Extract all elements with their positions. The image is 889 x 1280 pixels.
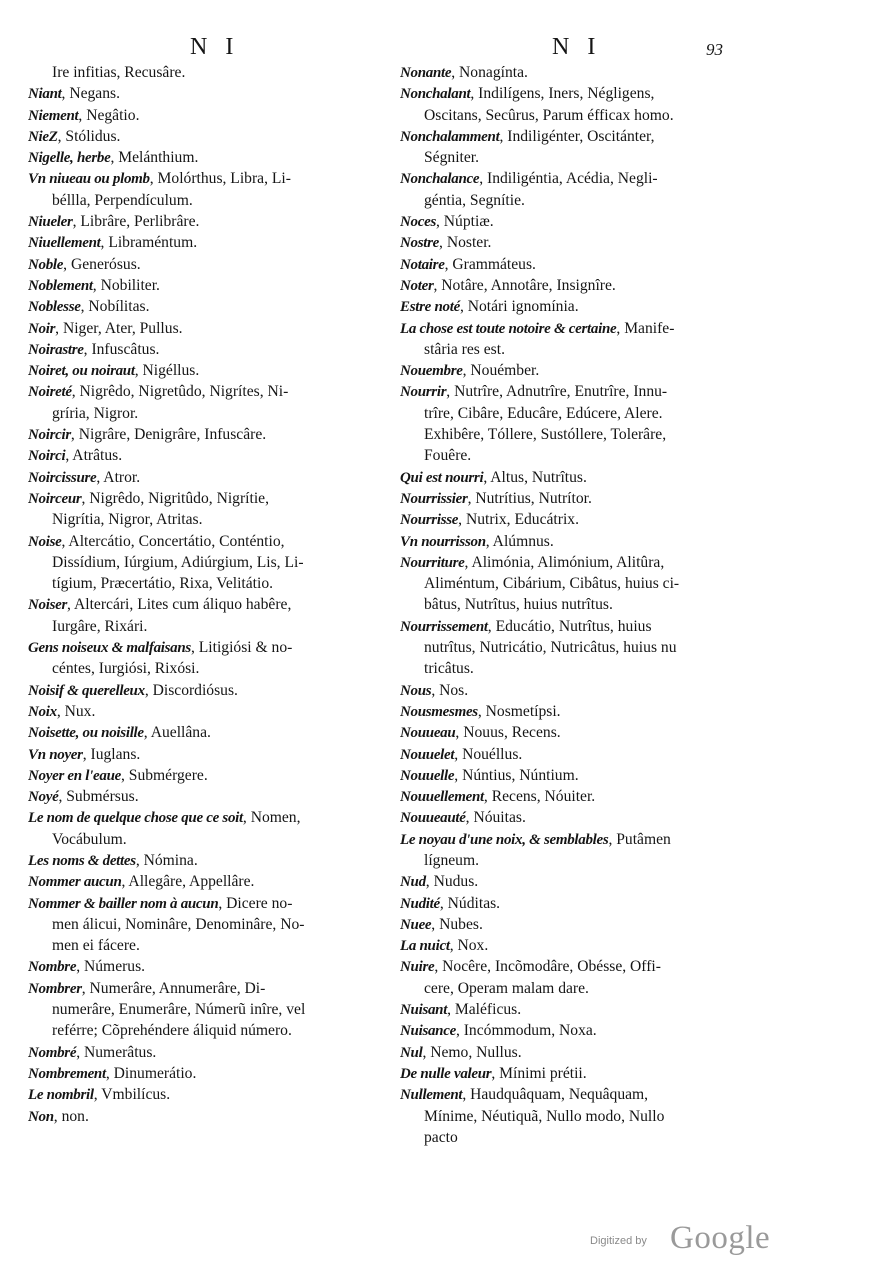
entry-headword: Nouuellement [400, 789, 484, 806]
dictionary-entry [28, 680, 386, 701]
entry-translation: , Grammáteus. [444, 255, 536, 273]
dictionary-entry [28, 871, 386, 892]
entry-headword: Nonante [400, 65, 452, 81]
entry-translation: , Nutrix, Educátrix. [458, 511, 579, 529]
dictionary-entry [28, 105, 386, 126]
entry-translation: , Molórthus, Libra, Li- [149, 170, 291, 188]
dictionary-entry [400, 807, 764, 828]
entry-translation: céntes, Iurgiósi, Rixósi. [52, 660, 200, 678]
entry-headword: Nuire [400, 959, 435, 976]
dictionary-entry [28, 978, 386, 999]
entry-translation: Exhibêre, Tóllere, Sustóllere, Tolerâre, [424, 426, 667, 444]
dictionary-entry [28, 1106, 386, 1127]
entry-headword: Nonchalant [400, 86, 471, 103]
entry-continuation [28, 616, 386, 637]
entry-translation: , Submérsus. [58, 788, 139, 806]
entry-headword: Nourrissier [400, 490, 468, 507]
entry-headword: Estre noté [400, 299, 460, 316]
dictionary-entry [400, 83, 764, 104]
entry-headword: Nombré [28, 1044, 77, 1061]
entry-translation: , Incómmodum, Noxa. [455, 1022, 597, 1040]
digitized-by-google-watermark [590, 1220, 790, 1260]
dictionary-entry [400, 680, 764, 701]
entry-translation: , Nouémber. [462, 362, 540, 380]
dictionary-entry [28, 765, 386, 786]
entry-continuation [28, 935, 386, 956]
dictionary-entry [28, 296, 386, 317]
entry-translation: , Nomen, [242, 809, 301, 827]
dictionary-entry [28, 147, 386, 168]
entry-headword: Noireté [28, 384, 72, 401]
entry-translation: , Nobiliter. [92, 276, 160, 294]
entry-headword: Niuellement [28, 235, 101, 252]
entry-translation: , Alimónia, Alimónium, Alitûra, [464, 553, 665, 571]
entry-translation: , Dicere no- [218, 894, 293, 912]
entry-translation: , Númerus. [76, 958, 146, 976]
entry-translation: , non. [53, 1107, 89, 1125]
entry-translation: , Nómina. [135, 851, 198, 869]
entry-headword: Vn nourrisson [400, 533, 486, 550]
entry-translation: , Educátio, Nutrîtus, huius [487, 617, 652, 635]
dictionary-entry [400, 232, 764, 253]
dictionary-entry [28, 445, 386, 466]
entry-translation: , Nudus. [425, 873, 479, 891]
entry-headword: Nuee [400, 916, 432, 933]
dictionary-entry [400, 552, 764, 573]
entry-translation: reférre; Cõprehéndere áliquid número. [52, 1022, 292, 1040]
entry-continuation [400, 339, 764, 360]
entry-continuation [28, 658, 386, 679]
entry-headword: Nourrissement [400, 618, 488, 635]
entry-translation: , Auellâna. [143, 724, 211, 742]
entry-translation: , Niger, Ater, Pullus. [55, 319, 183, 337]
entry-continuation [28, 403, 386, 424]
entry-translation: , Librâre, Perlibrâre. [72, 213, 200, 231]
dictionary-entry [28, 786, 386, 807]
dictionary-entry [400, 254, 764, 275]
entry-headword: Noirastre [28, 341, 84, 358]
dictionary-entry [400, 914, 764, 935]
entry-translation: , Recens, Nóuiter. [483, 788, 596, 806]
dictionary-entry [400, 935, 764, 956]
dictionary-entry [28, 360, 386, 381]
entry-headword: Nousmesmes [400, 703, 478, 720]
entry-continuation [400, 658, 764, 679]
dictionary-entry [400, 744, 764, 765]
entry-headword: Nuisance [400, 1023, 456, 1040]
entry-continuation [28, 573, 386, 594]
entry-translation: bâtus, Nutrîtus, huius nutrîtus. [424, 596, 613, 614]
entry-translation: numerâre, Enumerâre, Númerũ inîre, vel [52, 1001, 306, 1019]
entry-headword: Noisif & querelleux [28, 682, 145, 699]
entry-headword: Nouembre [400, 363, 463, 380]
dictionary-entry [28, 893, 386, 914]
dictionary-entry [28, 83, 386, 104]
dictionary-entry [400, 956, 764, 977]
entry-continuation [400, 445, 764, 466]
entry-continuation [400, 594, 764, 615]
dictionary-entry [28, 722, 386, 743]
entry-continuation [28, 829, 386, 850]
dictionary-entry [400, 1084, 764, 1105]
dictionary-entry [28, 168, 386, 189]
dictionary-entry [28, 1063, 386, 1084]
entry-translation: , Numerâre, Annumerâre, Di- [81, 979, 266, 997]
dictionary-entry [28, 211, 386, 232]
entry-headword: Noiser [28, 597, 68, 614]
entry-headword: Nombre [28, 959, 77, 976]
entry-headword: Nouueau [400, 725, 456, 742]
entry-translation: , Nubes. [431, 915, 483, 933]
entry-continuation [400, 573, 764, 594]
entry-continuation [28, 1020, 386, 1041]
entry-headword: Notaire [400, 256, 445, 273]
entry-translation: , Libraméntum. [100, 234, 198, 252]
entry-translation: , Altercátio, Concertátio, Conténtio, [61, 532, 285, 550]
entry-translation: , Infuscâtus. [83, 340, 160, 358]
entry-headword: Noix [28, 703, 57, 720]
dictionary-entry [400, 1063, 764, 1084]
entry-translation: trîre, Cibâre, Educâre, Edúcere, Alere. [424, 404, 663, 422]
entry-headword: Nouueauté [400, 810, 466, 827]
running-header-left: N I [190, 34, 240, 60]
entry-headword: Noirceur [28, 490, 82, 507]
entry-translation: , Manife- [616, 319, 675, 337]
entry-continuation [400, 1106, 764, 1127]
dictionary-entry [28, 1042, 386, 1063]
entry-translation: , Atror. [96, 468, 141, 486]
entry-translation: , Haudquâquam, Nequâquam, [462, 1086, 649, 1104]
entry-headword: La nuict [400, 938, 450, 955]
entry-translation: Oscitans, Secûrus, Parum éfficax homo. [424, 106, 674, 124]
entry-translation: , Maléficus. [447, 1001, 522, 1019]
dictionary-entry [400, 701, 764, 722]
entry-translation: , Submérgere. [120, 766, 208, 784]
entry-translation: , Nux. [56, 702, 96, 720]
entry-headword: Noisette, ou noisille [28, 725, 144, 742]
dictionary-entry [400, 467, 764, 488]
entry-headword: Nud [400, 874, 426, 891]
entry-headword: Nombrer [28, 980, 82, 997]
entry-headword: La chose est toute notoire & certaine [400, 320, 617, 337]
entry-headword: Niant [28, 86, 62, 103]
entry-headword: Nostre [400, 235, 440, 252]
entry-translation: , Núntius, Núntium. [454, 766, 579, 784]
entry-translation: stâria res est. [424, 340, 505, 358]
entry-headword: Noir [28, 320, 56, 337]
entry-headword: Noise [28, 533, 62, 550]
dictionary-entry [400, 531, 764, 552]
entry-translation: tígium, Præcertátio, Rixa, Velitátio. [52, 575, 274, 593]
entry-translation: , Altus, Nutrîtus. [483, 468, 587, 486]
entry-continuation [28, 999, 386, 1020]
entry-headword: Nul [400, 1044, 423, 1061]
dictionary-entry [400, 893, 764, 914]
entry-translation: , Numerâtus. [76, 1043, 157, 1061]
entry-translation: , Nóuitas. [465, 809, 526, 827]
entry-headword: Le nom de quelque chose que ce soit [28, 810, 243, 827]
entry-translation: , Indiligénter, Oscitánter, [499, 127, 655, 145]
entry-translation: , Vmbilícus. [93, 1086, 171, 1104]
left-column [28, 62, 386, 1127]
dictionary-entry [400, 168, 764, 189]
entry-translation: , Noster. [439, 234, 492, 252]
entry-translation: , Nobílitas. [80, 298, 150, 316]
entry-continuation [400, 850, 764, 871]
entry-headword: Nullement [400, 1087, 463, 1104]
page-number: 93 [706, 40, 723, 59]
entry-headword: Noces [400, 214, 436, 231]
entry-translation: géntia, Segnítie. [424, 191, 525, 209]
entry-headword: Vn noyer [28, 746, 83, 763]
entry-headword: Nouuelet [400, 746, 455, 763]
entry-headword: Noyé [28, 789, 59, 806]
entry-headword: Gens noiseux & malfaisans [28, 640, 191, 657]
dictionary-entry [28, 637, 386, 658]
entry-headword: Noiret, ou noiraut [28, 363, 135, 380]
entry-headword: Nourriture [400, 554, 465, 571]
entry-translation: , Litigiósi & no- [190, 639, 293, 657]
entry-translation: Vocábulum. [52, 830, 127, 848]
entry-translation: , Negans. [61, 85, 120, 103]
entry-translation: , Nouus, Recens. [455, 724, 561, 742]
entry-continuation [400, 147, 764, 168]
entry-headword: Noblement [28, 277, 93, 294]
entry-translation: , Atrâtus. [65, 447, 123, 465]
entry-translation: béllla, Perpendículum. [52, 191, 193, 209]
dictionary-entry [400, 126, 764, 147]
dictionary-entry [400, 722, 764, 743]
entry-continuation [28, 914, 386, 935]
entry-translation: , Indilígens, Iners, Négligens, [470, 85, 655, 103]
entry-headword: NieZ [28, 128, 58, 145]
entry-translation: , Nox. [449, 937, 489, 955]
entry-translation: , Altercári, Lites cum áliquo habêre, [67, 596, 292, 614]
dictionary-entry [400, 1020, 764, 1041]
dictionary-entry [400, 786, 764, 807]
entry-translation: , Mínimi prétii. [491, 1064, 587, 1082]
dictionary-entry [28, 488, 386, 509]
entry-translation: , Generósus. [63, 255, 141, 273]
dictionary-entry [28, 467, 386, 488]
entry-headword: Nudité [400, 895, 440, 912]
entry-translation: Nigrítia, Nigror, Atritas. [52, 511, 203, 529]
entry-headword: Non [28, 1108, 54, 1125]
dictionary-entry [28, 254, 386, 275]
dictionary-entry [400, 318, 764, 339]
entry-translation: , Nigéllus. [134, 362, 200, 380]
entry-continuation [400, 637, 764, 658]
right-column [400, 62, 764, 1148]
entry-continuation [400, 403, 764, 424]
entry-translation: , Indiligéntia, Acédia, Negli- [479, 170, 658, 188]
entry-headword: Les noms & dettes [28, 852, 136, 869]
digitized-by-label: Digitized by [590, 1235, 647, 1247]
dictionary-entry [28, 318, 386, 339]
entry-headword: Nous [400, 682, 432, 699]
entry-translation: Ségniter. [424, 149, 480, 167]
dictionary-entry [28, 339, 386, 360]
entry-translation: gríria, Nigror. [52, 404, 139, 422]
dictionary-entry [400, 62, 764, 83]
entry-translation: , Nouéllus. [454, 745, 523, 763]
entry-translation: pacto [424, 1128, 458, 1146]
entry-translation: , Núditas. [439, 894, 501, 912]
entry-headword: Niueler [28, 214, 73, 231]
entry-translation: , Nutrîre, Adnutrîre, Enutrîre, Innu- [446, 383, 668, 401]
entry-headword: Noble [28, 256, 64, 273]
entry-translation: , Nonagínta. [451, 64, 528, 81]
entry-translation: , Iuglans. [82, 745, 141, 763]
entry-headword: Le noyau d'une noix, & semblables [400, 831, 609, 848]
entry-translation: men álicui, Nominâre, Denominâre, No- [52, 915, 305, 933]
entry-headword: Vn niueau ou plomb [28, 171, 150, 188]
dictionary-entry [28, 744, 386, 765]
google-logo: Google [670, 1220, 771, 1256]
entry-headword: Nommer & bailler nom à aucun [28, 895, 219, 912]
entry-translation: , Dinumerátio. [105, 1064, 197, 1082]
dictionary-entry [28, 807, 386, 828]
entry-translation: , Nigrêdo, Nigretûdo, Nigrítes, Ni- [71, 383, 289, 401]
entry-translation: , Nigrêdo, Nigritûdo, Nigrítie, [81, 489, 269, 507]
entry-headword: Niement [28, 107, 79, 124]
entry-translation: , Notári ignomínia. [459, 298, 579, 316]
dictionary-entry [400, 488, 764, 509]
entry-headword: Nuisant [400, 1002, 448, 1019]
entry-headword: Noblesse [28, 299, 81, 316]
dictionary-entry [400, 509, 764, 530]
dictionary-entry [28, 424, 386, 445]
entry-translation: lígneum. [424, 851, 480, 869]
entry-translation: , Nigrâre, Denigrâre, Infuscâre. [70, 426, 267, 444]
entry-headword: Noirci [28, 448, 66, 465]
dictionary-entry [400, 829, 764, 850]
dictionary-entry [28, 126, 386, 147]
entry-headword: Nourrir [400, 384, 447, 401]
entry-continuation [28, 509, 386, 530]
dictionary-entry [400, 360, 764, 381]
dictionary-entry [28, 275, 386, 296]
dictionary-entry [28, 956, 386, 977]
dictionary-entry [400, 999, 764, 1020]
entry-translation: tricâtus. [424, 660, 474, 678]
entry-translation: men ei fácere. [52, 937, 140, 955]
dictionary-entry [28, 701, 386, 722]
dictionary-entry [28, 232, 386, 253]
entry-translation: Fouêre. [424, 447, 472, 465]
entry-headword: Le nombril [28, 1087, 94, 1104]
entry-translation: cere, Operam malam dare. [424, 979, 589, 997]
entry-translation: , Nutrítius, Nutrítor. [467, 489, 592, 507]
entry-continuation [400, 105, 764, 126]
entry-translation: , Nos. [431, 681, 469, 699]
dictionary-entry [400, 1042, 764, 1063]
dictionary-entry [400, 765, 764, 786]
entry-continuation [28, 190, 386, 211]
entry-translation: , Putâmen [608, 830, 671, 848]
entry-translation: , Melánthium. [110, 149, 199, 167]
entry-headword: Qui est nourri [400, 469, 484, 486]
entry-continuation [28, 62, 386, 83]
entry-translation: , Stólidus. [57, 127, 121, 145]
entry-continuation [28, 552, 386, 573]
entry-headword: Nonchalamment [400, 128, 500, 145]
entry-translation: Iurgâre, Rixári. [52, 617, 148, 635]
entry-headword: Nourrisse [400, 512, 459, 529]
entry-translation: Dissídium, Iúrgium, Adiúrgium, Lis, Li- [52, 553, 304, 571]
entry-headword: Noter [400, 277, 434, 294]
entry-translation: , Nosmetípsi. [477, 702, 561, 720]
entry-headword: De nulle valeur [400, 1065, 492, 1082]
entry-translation: , Discordiósus. [144, 681, 238, 699]
dictionary-entry [400, 211, 764, 232]
entry-headword: Nonchalance [400, 171, 480, 188]
dictionary-entry [400, 296, 764, 317]
entry-translation: Aliméntum, Cibárium, Cibâtus, huius ci- [424, 575, 680, 593]
entry-translation: , Negâtio. [78, 106, 140, 124]
entry-headword: Nommer aucun [28, 874, 122, 891]
entry-translation: , Nemo, Nullus. [422, 1043, 522, 1061]
running-header-right: N I [552, 34, 602, 60]
entry-headword: Noircissure [28, 469, 97, 486]
dictionary-entry [28, 1084, 386, 1105]
entry-headword: Noircir [28, 427, 71, 444]
dictionary-entry [28, 531, 386, 552]
entry-headword: Nigelle, herbe [28, 150, 111, 167]
entry-translation: , Alúmnus. [485, 532, 554, 550]
entry-continuation [400, 978, 764, 999]
entry-continuation [400, 190, 764, 211]
entry-headword: Noyer en l'eaue [28, 767, 121, 784]
entry-continuation [400, 424, 764, 445]
dictionary-entry [28, 381, 386, 402]
entry-translation: , Notâre, Annotâre, Insignîre. [433, 276, 616, 294]
dictionary-entry [400, 381, 764, 402]
entry-headword: Nouuelle [400, 767, 455, 784]
entry-translation: , Núptiæ. [436, 213, 494, 231]
entry-translation: Mínime, Néutiquã, Nullo modo, Nullo [424, 1107, 665, 1125]
dictionary-entry [28, 594, 386, 615]
dictionary-entry [28, 850, 386, 871]
entry-headword: Nombrement [28, 1065, 106, 1082]
entry-continuation [400, 1127, 764, 1148]
dictionary-entry [400, 871, 764, 892]
dictionary-entry [400, 275, 764, 296]
entry-translation: , Allegâre, Appellâre. [121, 873, 255, 891]
entry-translation: nutrîtus, Nutricátio, Nutricâtus, huius nu [424, 639, 677, 657]
entry-translation: Ire infitias, Recusâre. [52, 64, 186, 81]
entry-translation: , Nocêre, Incõmodâre, Obésse, Offi- [434, 958, 661, 976]
dictionary-entry [400, 616, 764, 637]
